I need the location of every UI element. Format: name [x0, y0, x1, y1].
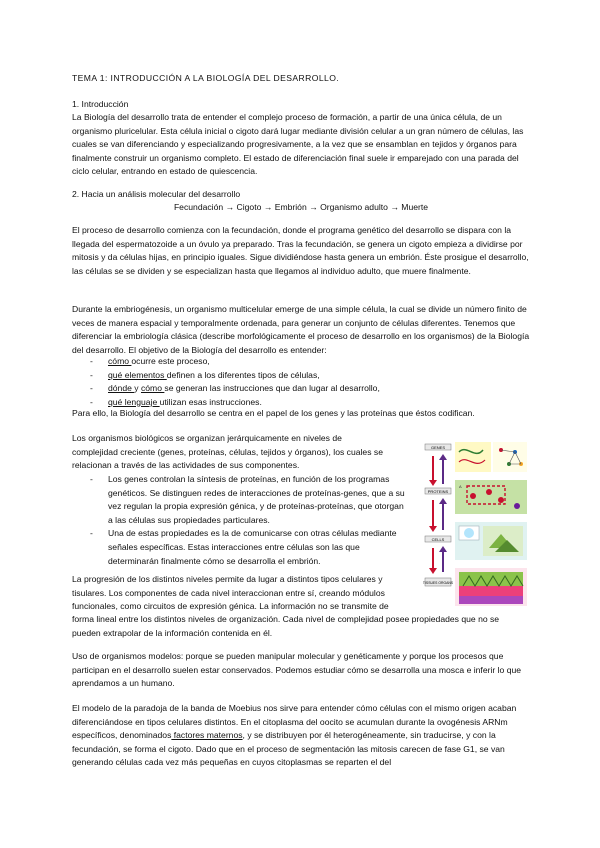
label-genes: GENES [430, 445, 446, 450]
hierarchy-figure [423, 440, 529, 608]
list-item [88, 382, 380, 396]
section-1-heading: 1. Introducción [72, 99, 129, 109]
genes-panel-bg [455, 442, 491, 472]
cell [464, 528, 474, 538]
moebius-text-cont: , y se distribuyen por él heterogéneamente, sin traducirse, y con la fecundación, se forma el cigoto. Dado que en el proceso de segmentación las mitosis carecen de fase G1, se van generando células cada vez más pequeñas en cuyos citoplasmas se reparten el del [72, 730, 505, 768]
protein-dot [498, 497, 504, 503]
list-item [88, 369, 380, 383]
paragraph-levels-cont: forma lineal entre los distintos niveles de organización. Cada nivel de complejidad posee propiedades que no se pueden extrapolar de la información contenida en él. [72, 614, 500, 638]
tissue-layer [459, 586, 523, 596]
paragraph-model-organisms: Uso de organismos modelos: porque se pueden manipular molecular y genéticamente y porque los procesos que participan en el desarrollo suelen estar conservados. Podemos estudiar cómo se desarrolla una mosca e inferir lo que aprendamos a un humano. [72, 651, 522, 689]
paragraph-fecundation: El proceso de desarrollo comienza con la fecundación, donde el programa genético del desarrollo se dispara con la llegada del espermatozoide a un óvulo ya preparado. Tras la fecundación, se genera un cigoto empieza a dividirse por mitosis y da células hijas, en principio iguales. Sigue dividiéndose hasta genera un embrión. Éste prosigue el desarrollo, las células se se dividen y se especializan hasta que llegamos al individuo adulto, que muere finalmente. [72, 225, 529, 276]
proteins-panel [455, 480, 527, 514]
tissues-panel [455, 568, 527, 606]
paragraph-moebius [72, 702, 530, 770]
question-keyword-2: cómo [140, 383, 165, 394]
cells-panel [455, 522, 527, 560]
protein-dot [486, 489, 492, 495]
questions-list [88, 355, 380, 409]
protein-dot [514, 503, 520, 509]
label-tissues: TISSUES ORGANS [423, 581, 454, 585]
list-item: - Los genes controlan la síntesis de proteínas, en función de los programas genéticos. Se distinguen redes de interacciones de proteínas-genes, que a su vez regulan la propia expresión génica, y de proteínas-proteínas, que otorgan a las células sus propiedades particulares. [88, 473, 406, 527]
paragraph-levels: La progresión de los distintos niveles permite da lugar a distintos tipos celulares y tisulares. Los componentes de cada nivel interaccionan entre sí, creando módulos funcionales, como circuitos de expresión génica. La información no se transmite de [72, 574, 389, 612]
tissue-layer [459, 596, 523, 604]
paragraph-embryogenesis: Durante la embriogénesis, un organismo multicelular emerge de una simple célula, la cual se divide un número finito de veces de manera espacial y temporalmente ordenada, para generar un conjunto de células diferentes. Tenemos que diferenciar la embriología clásica (describe morfológicamente el proceso de desarrollo en los organismos) de la Biología del desarrollo. El objetivo de la Biología del desarrollo es entender: [72, 304, 530, 355]
moebius-text: El modelo de la paradoja de la banda de Moebius nos sirve para entender cómo células con el mismo origen acaban diferenciándose en tipos celulares distintos. En el citoplasma del oocito se acumulan durante la ovogénesis ARNm específicos, denominados [72, 703, 517, 741]
label-cells: CELLS [431, 537, 445, 542]
maternal-factors-term: factores maternos [171, 730, 243, 741]
question-text: ocurre este proceso, [131, 356, 210, 366]
question-connector: y [134, 383, 141, 394]
paragraph-hierarchy: Los organismos biológicos se organizan jerárquicamente en niveles de complejidad creciente (genes, proteínas, células, tejidos y órganos), los cuales se relacionan a través de las actividades de sus componentes. [72, 433, 383, 471]
label-proteins: PROTEINS [427, 489, 449, 494]
question-keyword: dónde [108, 383, 135, 394]
hierarchy-bullets [88, 473, 406, 568]
proteins-panel-bg [455, 480, 527, 514]
question-keyword: cómo [108, 356, 132, 366]
genes-panel [455, 442, 527, 472]
development-flow: Fecundación → Cigoto → Embrión → Organismo adulto → Muerte [173, 202, 429, 212]
section-1-body: La Biología del desarrollo trata de entender el complejo proceso de formación, a partir de una única célula, de un organismo pluricelular. Esta célula inicial o cigoto dará lugar mediante división celular a un gran número de células, las cuales se van diferenciando y especializando progresivamente, a la vez que se ensamblan en tejidos y órganos para finalmente construir un organismo completo. El estado de diferenciación final suele ir emparejado con una parada del ciclo celular, entrando en estado de quiescencia. [72, 112, 524, 177]
section-2-heading: 2. Hacia un análisis molecular del desarrollo [72, 189, 241, 199]
genes-network-bg [493, 442, 527, 472]
paragraph-genes-proteins: Para ello, la Biología del desarrollo se centra en el papel de los genes y las proteínas que éstos codifican. [72, 408, 475, 418]
document-title: TEMA 1: INTRODUCCIÓN A LA BIOLOGÍA DEL DESARROLLO. [72, 73, 340, 83]
question-text: definen a los diferentes tipos de células, [166, 369, 320, 380]
question-keyword: qué lenguaje [108, 396, 160, 407]
protein-dot [470, 493, 476, 499]
list-item: - Una de estas propiedades es la de comunicarse con otras células mediante señales específicas. Estas interacciones entre células son las que determinarán finalmente cómo se desarrolla el embrión. [88, 527, 406, 568]
question-keyword: qué elementos [108, 369, 167, 380]
question-text: se generan las instrucciones que dan lugar al desarrollo, [164, 383, 380, 394]
question-text: utilizan esas instrucciones. [159, 396, 262, 407]
list-item [88, 355, 380, 369]
protein-marker: A [459, 484, 462, 489]
